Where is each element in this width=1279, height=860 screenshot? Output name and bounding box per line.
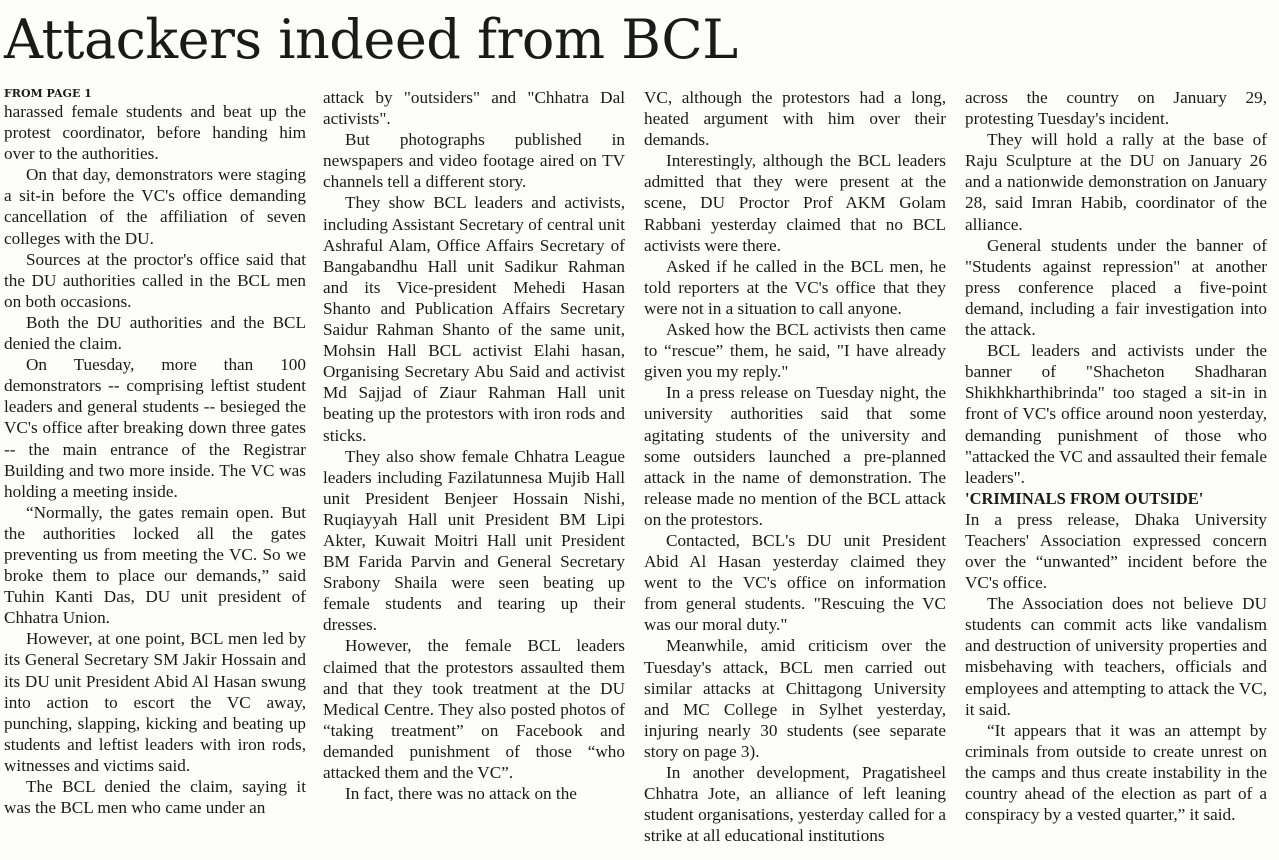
- paragraph: But photographs published in newspapers and video footage aired on TV channels tell a different story.: [323, 130, 625, 192]
- paragraph: The Association does not believe DU students can commit acts like vandalism and destruction of university properties and misbehaving with teachers, officials and employees and attempting to attack the VC, it said.: [965, 594, 1267, 719]
- paragraph: The BCL denied the claim, saying it was the BCL men who came under an: [4, 777, 306, 818]
- paragraph: Contacted, BCL's DU unit President Abid Al Hasan yesterday claimed they went to the VC's office on information from general students. "Rescuing the VC was our moral duty.": [644, 530, 946, 635]
- article-column-1: [4, 87, 306, 860]
- headline: Attackers indeed from BCL: [4, 8, 738, 71]
- paragraph: In fact, there was no attack on the: [345, 784, 577, 804]
- article-column-3: [644, 87, 946, 860]
- paragraph: Sources at the proctor's office said that the DU authorities called in the BCL men on both occasions.: [4, 249, 306, 311]
- paragraph: BCL leaders and activists under the banner of "Shacheton Shadharan Shikhkharthibrinda" too staged a sit-in in front of VC's office around noon yesterday, demanding punishment of those who "attacked the VC and assaulted their female leaders".: [965, 341, 1267, 487]
- paragraph: In a press release on Tuesday night, the university authorities said that some agitating students of the university and some outsiders launched a pre-planned attack in the name of demonstration. The release made no mention of the BCL attack on the protestors.: [644, 383, 946, 529]
- paragraph: “It appears that it was an attempt by criminals from outside to create unrest on the camps and thus create instability in the country ahead of the election as part of a conspiracy by a vested quarter,” it said.: [965, 720, 1267, 825]
- paragraph: On that day, demonstrators were staging a sit-in before the VC's office demanding cancellation of the affiliation of seven colleges with the DU.: [4, 165, 306, 248]
- paragraph: VC, although the protestors had a long, heated argument with him over their demands.: [644, 88, 946, 150]
- paragraph: attack by "outsiders" and "Chhatra Dal activists".: [323, 88, 625, 129]
- paragraph: Meanwhile, amid criticism over the Tuesday's attack, BCL men carried out similar attacks at Chittagong University and MC College in Sylhet yesterday, injuring nearly 30 students (see separate story on page 3).: [644, 636, 946, 761]
- paragraph: On Tuesday, more than 100 demonstrators -- comprising leftist student leaders and general students -- besieged the VC's office after breaking down three gates -- the main entrance of the Registrar Building and two more inside. The VC was holding a meeting inside.: [4, 355, 306, 501]
- continued-from-label: FROM PAGE 1: [4, 87, 92, 100]
- paragraph: They show BCL leaders and activists, including Assistant Secretary of central unit Ashraful Alam, Office Affairs Secretary of Bangabandhu Hall unit Sadikur Rahman and its Vice-president Mehedi Hasan Shanto and Publication Affairs Secretary Saidur Rahman Shanto of the same unit, Mohsin Hall BCL activist Elahi hasan, Organising Secretary Abu Said and activist Md Sajjad of Ziaur Rahman Hall unit beating up the protestors with iron rods and sticks.: [323, 193, 625, 445]
- paragraph: In a press release, Dhaka University Teachers' Association expressed concern over the “unwanted” incident before the VC's office.: [965, 509, 1267, 593]
- paragraph: They also show female Chhatra League leaders including Fazilatunnesa Mujib Hall unit President Benjeer Hossain Nishi, Ruqiayyah Hall unit President BM Lipi Akter, Kuwait Moitri Hall unit President BM Farida Parvin and General Secretary Srabony Shaila were seen beating up female students and tearing up their dresses.: [323, 446, 625, 635]
- paragraph: Asked how the BCL activists then came to “rescue” them, he said, "I have already given you my reply.": [644, 320, 946, 382]
- paragraph: Both the DU authorities and the BCL denied the claim.: [4, 312, 306, 354]
- paragraph: Asked if he called in the BCL men, he told reporters at the VC's office that they were not in a situation to call anyone.: [644, 256, 946, 318]
- section-subheading: 'CRIMINALS FROM OUTSIDE': [965, 488, 1204, 508]
- paragraph: “Normally, the gates remain open. But the authorities locked all the gates preventing us from meeting the VC. So we broke them to place our demands,” said Tuhin Kanti Das, DU unit president of Chhatra Union.: [4, 502, 306, 628]
- paragraph: However, the female BCL leaders claimed that the protestors assaulted them and that they took treatment at the DU Medical Centre. They also posted photos of “taking treatment” on Facebook and demanded punishment of those “who attacked them and the VC”.: [323, 636, 625, 782]
- paragraph: However, at one point, BCL men led by its General Secretary SM Jakir Hossain and its DU unit President Abid Al Hasan swung into action to escort the VC away, punching, slapping, kicking and beating up students and leftist leaders with iron rods, witnesses and victims said.: [4, 629, 306, 775]
- paragraph: They will hold a rally at the base of Raju Sculpture at the DU on January 26 and a nationwide demonstration on January 28, said Imran Habib, coordinator of the alliance.: [965, 130, 1267, 234]
- article-column-4: [965, 87, 1267, 860]
- paragraph: across the country on January 29, protesting Tuesday's incident.: [965, 88, 1267, 129]
- article-column-2: [323, 87, 625, 860]
- paragraph: In another development, Pragatisheel Chhatra Jote, an alliance of left leaning student organisations, yesterday called for a strike at all educational institutions: [644, 763, 946, 846]
- paragraph: Interestingly, although the BCL leaders admitted that they were present at the scene, DU Proctor Prof AKM Golam Rabbani yesterday claimed that no BCL activists were there.: [644, 151, 946, 255]
- paragraph: harassed female students and beat up the protest coordinator, before handing him over to the authorities.: [4, 102, 306, 164]
- paragraph: General students under the banner of "Students against repression" at another press conference placed a five-point demand, including a fair investigation into the attack.: [965, 235, 1267, 340]
